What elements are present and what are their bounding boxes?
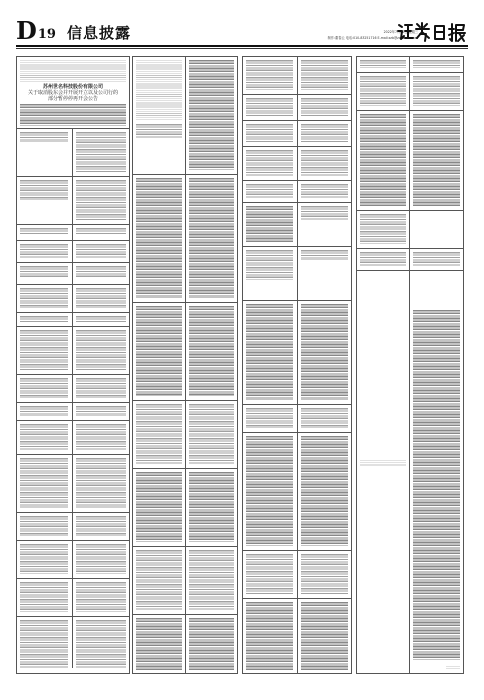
- table-cell: [20, 406, 68, 416]
- table-cell: [413, 76, 460, 106]
- table-row-line: [16, 240, 130, 241]
- table-cell: [20, 266, 68, 278]
- table-cell: [136, 550, 182, 610]
- table-row-line: [132, 400, 238, 401]
- table-row-line: [242, 202, 352, 203]
- table-row-line: [242, 404, 352, 405]
- table-cell: [76, 244, 126, 258]
- table-cell: [20, 228, 68, 234]
- table-row-line: [16, 374, 130, 375]
- table-row-line: [16, 540, 130, 541]
- table-cell: [136, 124, 182, 138]
- table-cell: [301, 554, 348, 594]
- table-cell: [413, 114, 460, 206]
- table-cell: [76, 582, 126, 612]
- table-cell: [246, 554, 293, 594]
- table-cell: [20, 516, 68, 536]
- table-divider: [185, 56, 186, 674]
- table-cell: [76, 378, 126, 398]
- table-cell: [136, 306, 182, 396]
- table-row-line: [356, 248, 464, 249]
- table-cell: [246, 250, 293, 280]
- table-cell: [360, 252, 406, 266]
- table-cell: [360, 114, 406, 206]
- masthead-rule: [16, 45, 468, 47]
- table-cell: [20, 544, 68, 574]
- table-cell: [301, 98, 348, 116]
- table-row-line: [132, 302, 238, 303]
- table-row-line: [356, 110, 464, 111]
- issue-date: 2022年7月20日 星期三: [383, 30, 418, 34]
- table-row-line: [16, 312, 130, 313]
- table-cell: [246, 150, 293, 176]
- table-cell: [246, 184, 293, 198]
- table-cell: [76, 620, 126, 668]
- table-row-line: [16, 176, 130, 177]
- table-cell: [189, 178, 234, 298]
- table-cell: [20, 316, 68, 322]
- table-divider: [297, 56, 298, 674]
- table-cell: [20, 288, 68, 308]
- table-cell: [446, 666, 460, 669]
- page-number-block: [16, 16, 56, 45]
- table-row-line: [16, 402, 130, 403]
- table-cell: [301, 206, 348, 220]
- table-cell: [76, 180, 126, 220]
- table-cell: [76, 424, 126, 450]
- table-row-line: [132, 174, 238, 175]
- announcement-header-text: [20, 60, 126, 82]
- table-row-line: [356, 270, 464, 271]
- table-row-line: [242, 432, 352, 433]
- table-row-line: [132, 546, 238, 547]
- table-cell: [246, 60, 293, 90]
- table-divider: [409, 56, 410, 674]
- table-cell: [76, 132, 126, 172]
- table-row-line: [132, 468, 238, 469]
- table-cell: [246, 408, 293, 428]
- table-cell: [136, 472, 182, 542]
- table-cell: [189, 404, 234, 464]
- table-row-line: [16, 284, 130, 285]
- table-cell: [20, 378, 68, 398]
- table-cell: [301, 304, 348, 400]
- table-cell: [76, 406, 126, 416]
- table-cell: [76, 288, 126, 308]
- announcement-heading: [20, 84, 126, 102]
- table-cell: [246, 304, 293, 400]
- table-row-line: [132, 614, 238, 615]
- table-cell: [360, 60, 406, 68]
- newspaper-logo: [396, 20, 468, 44]
- table-cell: [413, 60, 460, 68]
- table-cell: [20, 180, 68, 200]
- table-cell: [189, 306, 234, 396]
- table-row-line: [242, 94, 352, 95]
- announcement-title-line-2: 部分暂停停再开会公告: [47, 96, 98, 102]
- table-cell: [301, 124, 348, 142]
- table-cell: [20, 458, 68, 508]
- table-row-line: [242, 550, 352, 551]
- table-row-line: [356, 210, 464, 211]
- table-cell: [136, 404, 182, 464]
- page-letter: D: [16, 16, 37, 45]
- table-cell: [301, 184, 348, 198]
- table-row-line: [16, 578, 130, 579]
- masthead: [0, 0, 484, 48]
- table-cell: [136, 60, 182, 120]
- table-cell: [246, 602, 293, 670]
- table-row-line: [242, 180, 352, 181]
- table-cell: [360, 76, 406, 106]
- table-cell: [189, 550, 234, 610]
- table-cell: [246, 206, 293, 242]
- table-cell: [246, 124, 293, 142]
- table-cell: [360, 460, 406, 466]
- editor-contact: 制作:董春云 电话:010-83251716 E-mail:zzb@zqrb.sina.net: [327, 36, 418, 40]
- table-cell: [76, 228, 126, 234]
- table-cell: [301, 250, 348, 260]
- table-cell: [301, 436, 348, 546]
- table-cell: [20, 424, 68, 450]
- page-number: 19: [37, 27, 56, 42]
- table-cell: [136, 178, 182, 298]
- masthead-rule-thin: [16, 48, 468, 49]
- table-cell: [20, 582, 68, 612]
- table-cell: [413, 252, 460, 266]
- table-cell: [76, 330, 126, 370]
- table-row-line: [16, 326, 130, 327]
- table-cell: [301, 408, 348, 428]
- table-row-line: [16, 512, 130, 513]
- table-cell: [301, 60, 348, 90]
- table-cell: [301, 150, 348, 176]
- table-cell: [20, 132, 68, 142]
- table-cell: [20, 620, 68, 668]
- table-cell: [413, 310, 460, 660]
- table-row-line: [242, 120, 352, 121]
- table-cell: [246, 436, 293, 546]
- announcement-body: [20, 104, 126, 126]
- table-cell: [301, 602, 348, 670]
- table-row-line: [242, 246, 352, 247]
- table-divider: [72, 128, 73, 668]
- table-row-line: [16, 454, 130, 455]
- table-row-line: [16, 128, 130, 129]
- table-cell: [136, 618, 182, 670]
- table-row-line: [16, 616, 130, 617]
- table-row-line: [242, 300, 352, 301]
- table-row-line: [16, 262, 130, 263]
- table-row-line: [16, 420, 130, 421]
- announcement-company: 苏州世名科技股份有限公司: [42, 84, 103, 90]
- table-cell: [20, 330, 68, 370]
- table-cell: [246, 98, 293, 116]
- table-cell: [76, 544, 126, 574]
- announcement-title-line-1: 关于取消股东会并开展开立以及公司行的: [27, 90, 118, 96]
- section-title: 信息披露: [67, 24, 132, 42]
- table-cell: [189, 472, 234, 542]
- table-row-line: [242, 146, 352, 147]
- table-row-line: [356, 72, 464, 73]
- table-row-line: [242, 598, 352, 599]
- table-cell: [76, 266, 126, 278]
- table-cell: [76, 516, 126, 536]
- table-cell: [189, 618, 234, 670]
- table-row-line: [16, 224, 130, 225]
- table-cell: [76, 316, 126, 322]
- table-cell: [20, 244, 68, 258]
- table-cell: [76, 458, 126, 508]
- table-cell: [189, 60, 234, 170]
- table-cell: [360, 214, 406, 244]
